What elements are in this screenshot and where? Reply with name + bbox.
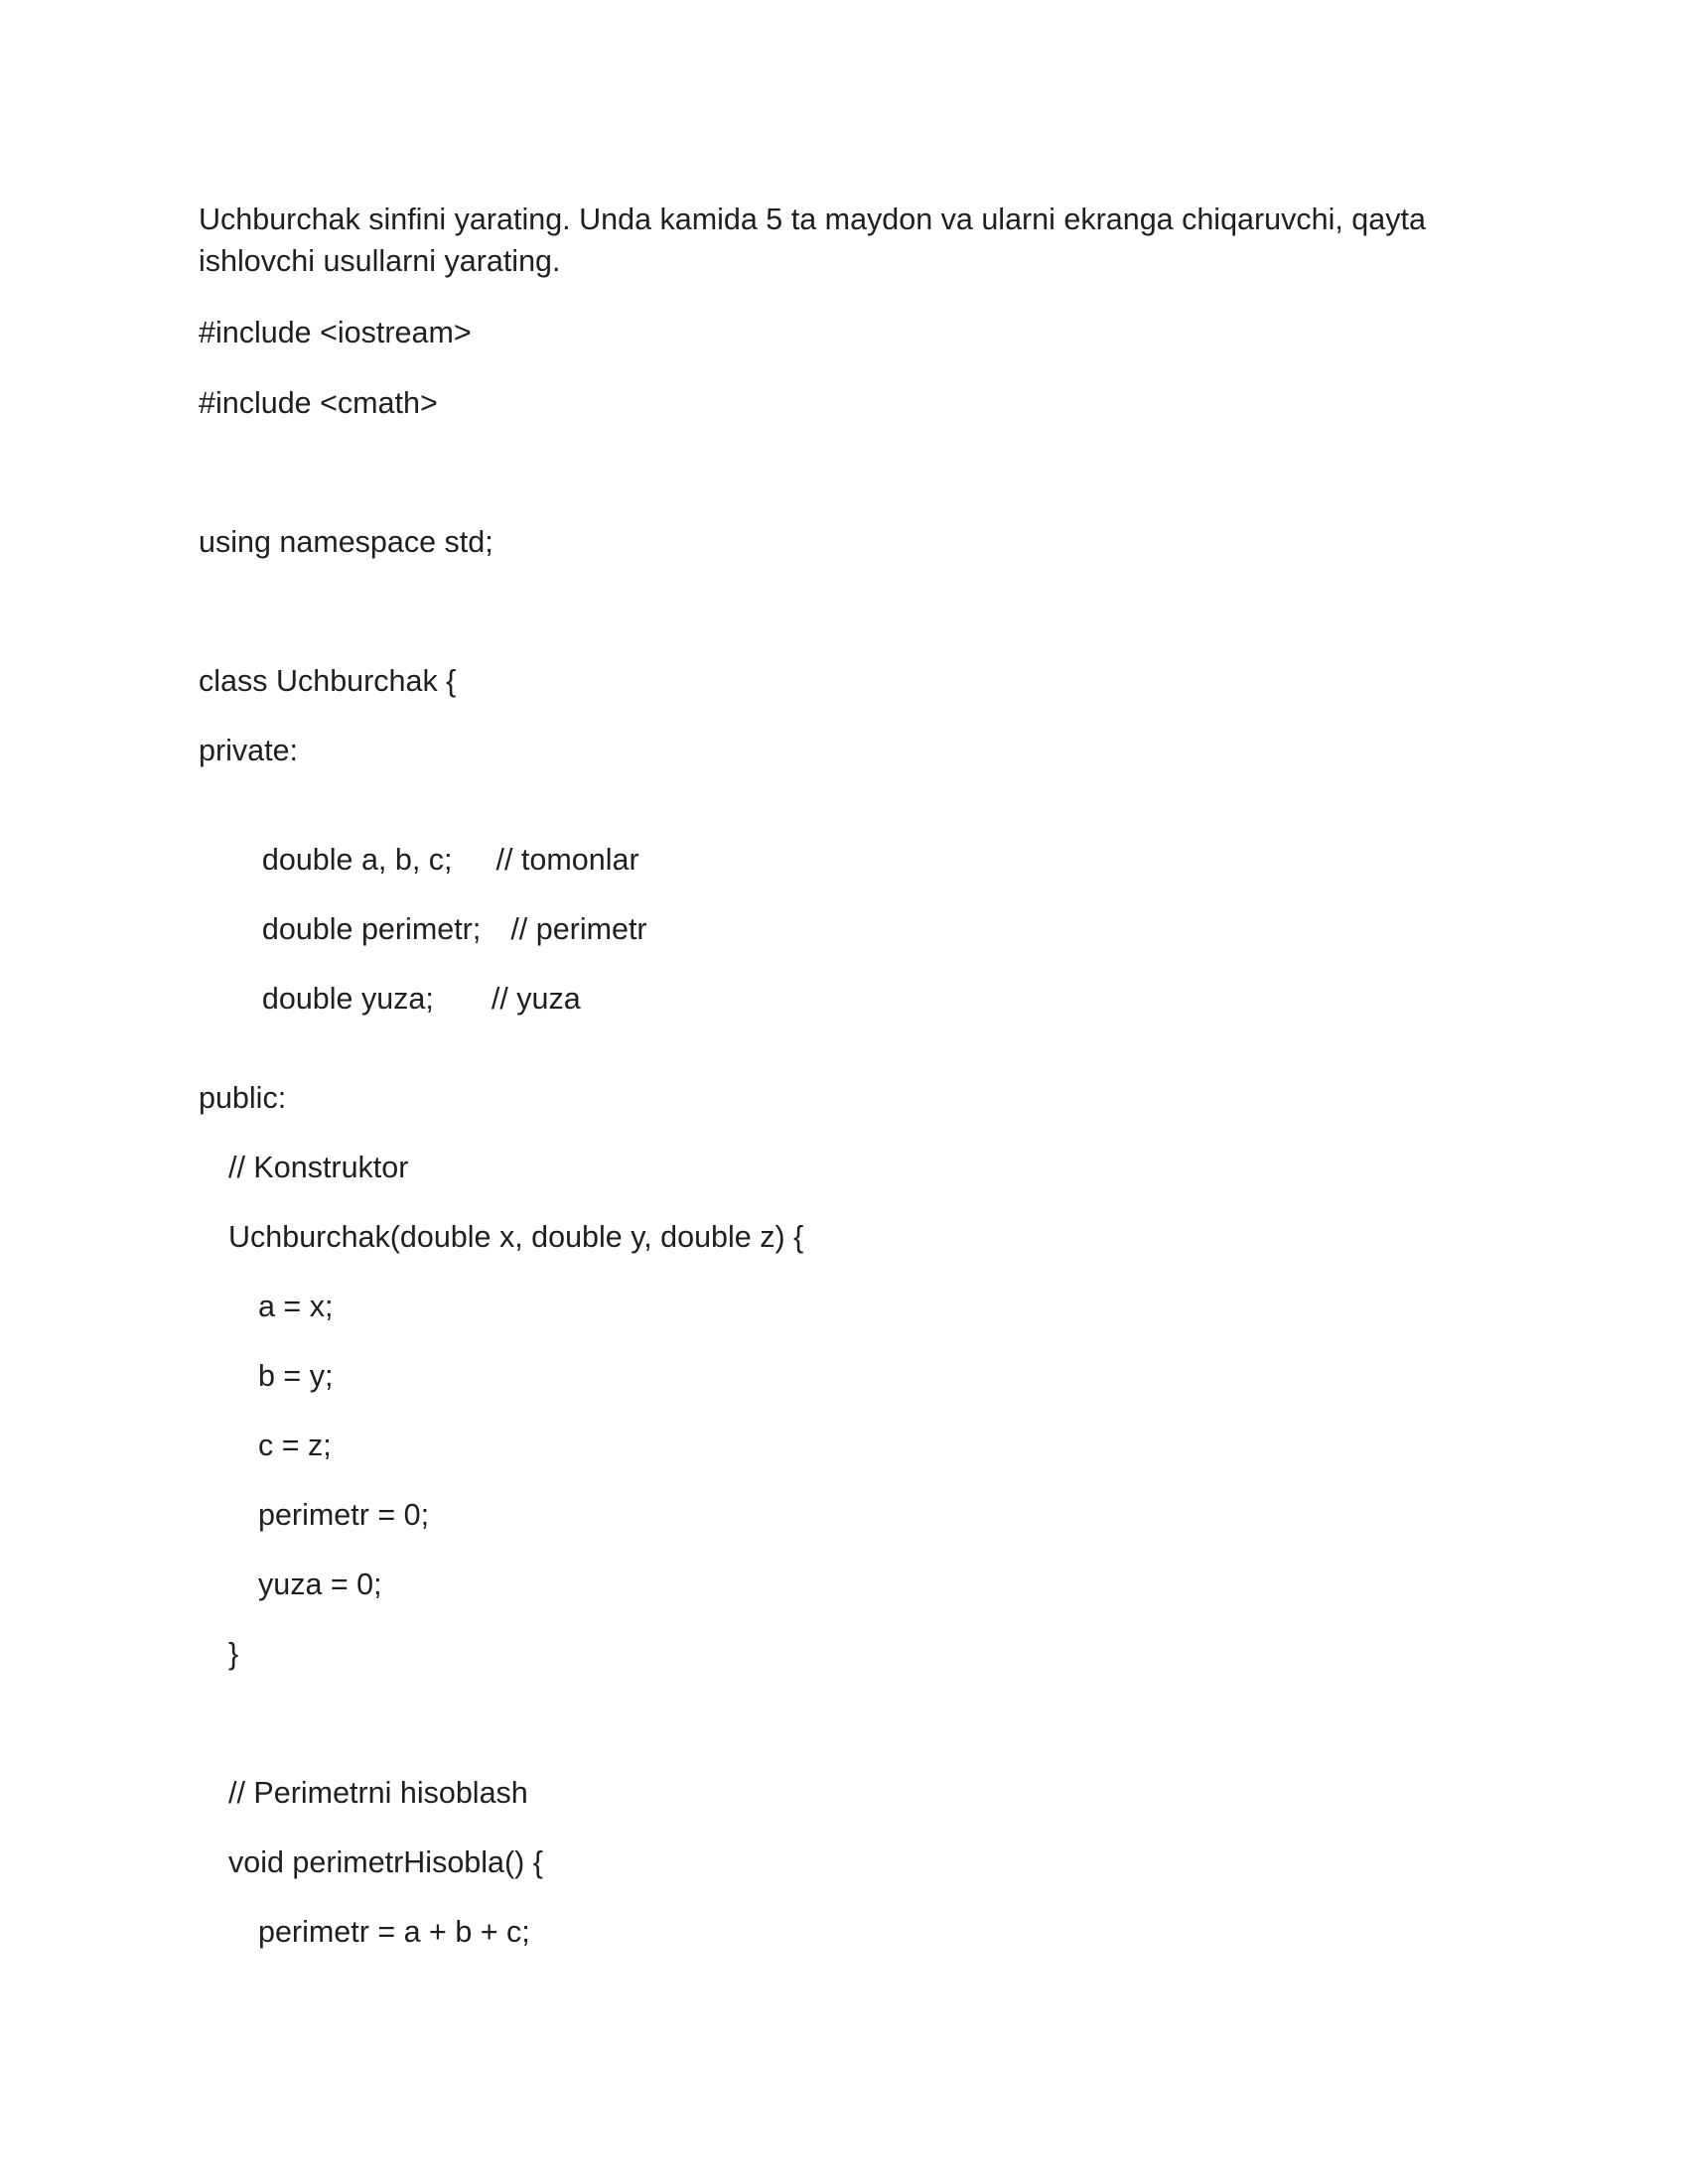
assign-perimetr-line: perimetr = 0; [258, 1498, 430, 1532]
assign-b-line: b = y; [258, 1359, 334, 1393]
assign-c-line: c = z; [258, 1429, 332, 1462]
constructor-signature-line: Uchburchak(double x, double y, double z) { [228, 1220, 804, 1254]
perimetr-comment-line: // Perimetrni hisoblash [228, 1776, 528, 1810]
private-label-line: private: [199, 734, 299, 767]
task-description: Uchburchak sinfini yarating. Unda kamida 5 ta maydon va ularni ekranga chiqaruvchi, qayta ishlovchi usullarni yarating. [199, 203, 1426, 278]
include-cmath-line: #include <cmath> [199, 386, 438, 420]
using-namespace-line: using namespace std; [199, 525, 493, 559]
field-yuza-comment: // yuza [491, 982, 581, 1016]
assign-a-line: a = x; [258, 1290, 334, 1323]
public-label-line: public: [199, 1081, 287, 1115]
field-sides-code: double a, b, c; [261, 843, 453, 877]
field-yuza-line [228, 939, 581, 1058]
perimetr-body-line: perimetr = a + b + c; [258, 1915, 530, 1949]
field-perimetr-comment: // perimetr [510, 912, 647, 946]
constructor-comment-line: // Konstruktor [228, 1151, 409, 1184]
perimetr-method-line: void perimetrHisobla() { [228, 1845, 543, 1879]
field-sides-comment: // tomonlar [495, 843, 639, 877]
constructor-close-line: } [228, 1637, 239, 1671]
field-perimetr-code: double perimetr; [261, 912, 482, 946]
class-declaration-line: class Uchburchak { [199, 664, 457, 698]
assign-yuza-line: yuza = 0; [258, 1568, 382, 1601]
include-iostream-line: #include <iostream> [199, 316, 472, 349]
field-yuza-code: double yuza; [261, 982, 434, 1016]
